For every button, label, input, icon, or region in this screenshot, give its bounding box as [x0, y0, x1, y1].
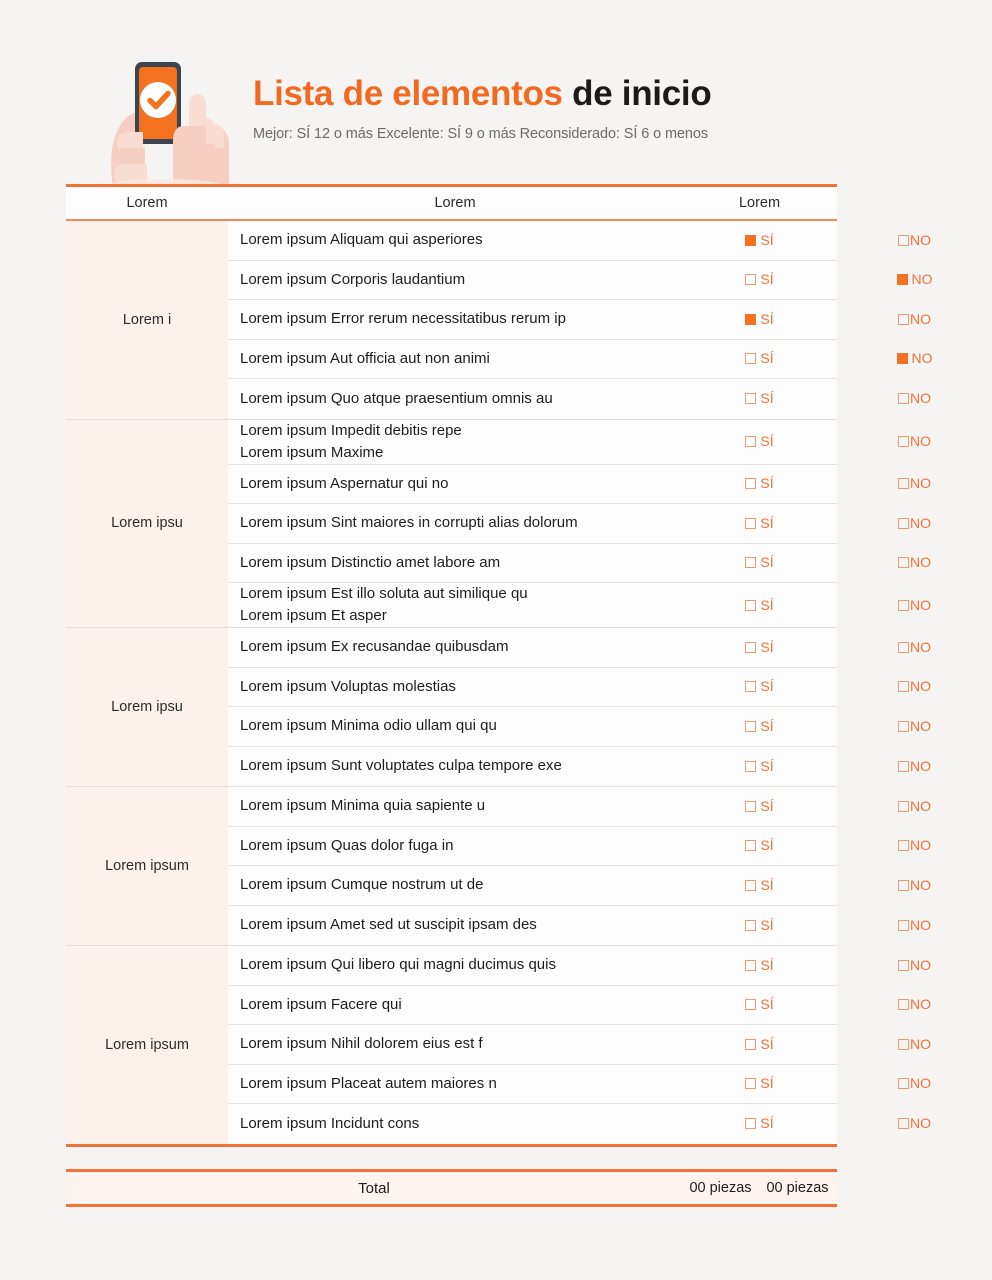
no-checkbox-label: NO: [910, 678, 931, 695]
table-body: [66, 221, 933, 1144]
row-item-label: [228, 676, 682, 698]
yes-cell: [682, 838, 837, 854]
no-checkbox-label: NO: [910, 514, 931, 531]
table-group: [66, 628, 931, 787]
yes-checkbox[interactable]: [745, 718, 773, 734]
no-checkbox[interactable]: [898, 1116, 931, 1132]
no-checkbox[interactable]: [898, 476, 931, 492]
yes-cell: [682, 679, 837, 695]
yes-checkbox[interactable]: [745, 476, 773, 492]
yes-checkbox[interactable]: [745, 351, 773, 367]
yes-checkbox-label: SÍ: [760, 271, 774, 288]
row-item-line1: Lorem ipsum Nihil dolorem eius est f: [240, 1035, 483, 1053]
yes-checkbox-box[interactable]: [745, 436, 756, 447]
no-checkbox-label: NO: [910, 638, 931, 655]
no-checkbox[interactable]: [898, 515, 931, 531]
no-checkbox[interactable]: [898, 434, 931, 450]
yes-checkbox-box[interactable]: [745, 960, 756, 971]
yes-checkbox-box[interactable]: [745, 600, 756, 611]
yes-checkbox-label: SÍ: [760, 797, 774, 814]
group-rows: [228, 221, 933, 419]
total-label: Total: [358, 1179, 390, 1197]
yes-checkbox-box[interactable]: [745, 478, 756, 489]
yes-checkbox[interactable]: [745, 232, 773, 248]
yes-checkbox-box[interactable]: [745, 557, 756, 568]
no-checkbox-box[interactable]: [898, 721, 909, 732]
no-cell: [837, 272, 992, 288]
page-header: [0, 0, 905, 186]
yes-checkbox[interactable]: [745, 639, 773, 655]
yes-checkbox[interactable]: [745, 515, 773, 531]
row-item-line2: Lorem ipsum Maxime: [240, 443, 384, 461]
yes-checkbox-box[interactable]: [745, 314, 756, 325]
table-row: [228, 668, 931, 708]
no-cell: [837, 351, 992, 367]
no-cell: [837, 1116, 992, 1132]
row-item-line1: Lorem ipsum Minima odio ullam qui qu: [240, 717, 497, 735]
yes-checkbox[interactable]: [745, 1036, 773, 1052]
row-item-line1: Lorem ipsum Aut officia aut non animi: [240, 349, 490, 367]
yes-checkbox-box[interactable]: [745, 681, 756, 692]
no-checkbox[interactable]: [898, 391, 931, 407]
no-checkbox-box[interactable]: [898, 478, 909, 489]
no-checkbox[interactable]: [898, 555, 931, 571]
row-item-line1: Lorem ipsum Est illo soluta aut similique qu: [240, 585, 528, 602]
yes-checkbox-box[interactable]: [745, 721, 756, 732]
group-label: Lorem ipsum: [66, 946, 228, 1144]
table-row: [228, 906, 931, 946]
no-checkbox-label: NO: [910, 554, 931, 571]
yes-cell: [682, 391, 837, 407]
table-row: [228, 747, 931, 787]
no-checkbox[interactable]: [898, 311, 931, 327]
row-item-label: [228, 420, 682, 464]
row-item-line1: Lorem ipsum Sunt voluptates culpa tempore exe: [240, 757, 562, 775]
group-rows: [228, 787, 931, 945]
no-checkbox-label: NO: [910, 996, 931, 1013]
row-item-label: [228, 914, 682, 936]
no-checkbox-label: NO: [910, 475, 931, 492]
no-checkbox[interactable]: [898, 597, 931, 613]
row-item-label: [228, 1113, 682, 1135]
no-cell: [837, 391, 992, 407]
row-item-label: [228, 1073, 682, 1095]
row-item-line1: Lorem ipsum Aspernatur qui no: [240, 474, 449, 492]
row-item-line1: Lorem ipsum Minima quia sapiente u: [240, 797, 486, 815]
hand-holding-phone-with-check-icon: [105, 48, 265, 188]
yes-cell: [682, 597, 837, 613]
no-checkbox[interactable]: [898, 232, 931, 248]
no-checkbox[interactable]: [898, 1076, 931, 1092]
row-item-label: [228, 715, 682, 737]
no-checkbox-box[interactable]: [898, 1118, 909, 1129]
no-checkbox-box[interactable]: [898, 801, 909, 812]
table-row: [228, 465, 931, 505]
yes-checkbox-box[interactable]: [745, 1118, 756, 1129]
yes-checkbox-label: SÍ: [760, 1075, 774, 1092]
group-label: Lorem ipsum: [66, 787, 228, 945]
yes-checkbox[interactable]: [745, 597, 773, 613]
table-row: [228, 986, 931, 1026]
no-checkbox-label: NO: [910, 1115, 931, 1132]
yes-checkbox-label: SÍ: [760, 996, 774, 1013]
yes-checkbox-box[interactable]: [745, 999, 756, 1010]
no-cell: [837, 515, 992, 531]
row-item-label: [228, 636, 682, 658]
no-checkbox-box[interactable]: [898, 1078, 909, 1089]
yes-cell: [682, 272, 837, 288]
no-checkbox-box[interactable]: [898, 920, 909, 931]
row-item-line1: Lorem ipsum Amet sed ut suscipit ipsam des: [240, 916, 537, 934]
title-block: [253, 72, 853, 142]
row-item-line1: Lorem ipsum Facere qui: [240, 995, 402, 1013]
no-cell: [837, 232, 992, 248]
no-checkbox-box[interactable]: [897, 274, 908, 285]
yes-checkbox-box[interactable]: [745, 393, 756, 404]
yes-checkbox-label: SÍ: [760, 638, 774, 655]
total-no-value: 00 piezas: [766, 1180, 829, 1196]
no-checkbox-box[interactable]: [898, 880, 909, 891]
yes-cell: [682, 997, 837, 1013]
yes-checkbox[interactable]: [745, 1116, 773, 1132]
no-cell: [837, 597, 992, 613]
yes-checkbox-box[interactable]: [745, 1039, 756, 1050]
yes-checkbox-label: SÍ: [760, 390, 774, 407]
no-checkbox[interactable]: [898, 718, 931, 734]
row-item-label: [228, 308, 682, 330]
yes-checkbox-label: SÍ: [760, 310, 774, 327]
table-row: [228, 420, 931, 465]
no-checkbox-box[interactable]: [898, 436, 909, 447]
no-cell: [837, 838, 992, 854]
yes-checkbox-box[interactable]: [745, 642, 756, 653]
yes-checkbox-label: SÍ: [760, 514, 774, 531]
row-item-line1: Lorem ipsum Qui libero qui magni ducimus quis: [240, 956, 556, 974]
row-item-label: [228, 229, 682, 251]
no-checkbox-label: NO: [910, 876, 931, 893]
yes-checkbox-label: SÍ: [760, 837, 774, 854]
no-checkbox[interactable]: [898, 798, 931, 814]
yes-checkbox-box[interactable]: [745, 840, 756, 851]
table-row: [228, 340, 933, 380]
yes-checkbox[interactable]: [745, 555, 773, 571]
table-row: [228, 866, 931, 906]
checklist-table: [66, 184, 933, 1147]
no-checkbox-label: NO: [911, 350, 933, 367]
table-row: [228, 504, 931, 544]
no-checkbox-box[interactable]: [898, 314, 909, 325]
yes-checkbox[interactable]: [745, 838, 773, 854]
yes-cell: [682, 555, 837, 571]
no-checkbox-label: NO: [910, 797, 931, 814]
group-label: Lorem ipsu: [66, 628, 228, 786]
no-checkbox-label: NO: [910, 757, 931, 774]
yes-cell: [682, 476, 837, 492]
yes-checkbox[interactable]: [745, 272, 773, 288]
row-item-label: [228, 583, 682, 627]
yes-checkbox-box[interactable]: [745, 920, 756, 931]
column-header-answer: Lorem: [738, 195, 781, 211]
table-group: [66, 787, 931, 946]
table-header-row: [66, 187, 837, 219]
yes-checkbox[interactable]: [745, 1076, 773, 1092]
yes-checkbox-label: SÍ: [760, 1115, 774, 1132]
row-item-line1: Lorem ipsum Impedit debitis repe: [240, 421, 462, 439]
yes-cell: [682, 311, 837, 327]
yes-checkbox-label: SÍ: [760, 956, 774, 973]
row-item-label: [228, 552, 682, 574]
no-checkbox-label: NO: [910, 433, 931, 449]
no-checkbox-box[interactable]: [898, 393, 909, 404]
row-item-label: [228, 348, 682, 370]
no-cell: [837, 917, 992, 933]
table-row: [228, 827, 931, 867]
yes-checkbox-label: SÍ: [760, 916, 774, 933]
column-header-item: Lorem: [434, 195, 476, 211]
no-checkbox-box[interactable]: [898, 1039, 909, 1050]
no-checkbox-label: NO: [910, 916, 931, 933]
yes-checkbox-label: SÍ: [760, 554, 774, 571]
yes-checkbox-label: SÍ: [760, 433, 774, 449]
yes-checkbox[interactable]: [745, 758, 773, 774]
yes-cell: [682, 798, 837, 814]
yes-checkbox-box[interactable]: [745, 761, 756, 772]
no-cell: [837, 1076, 992, 1092]
table-row: [228, 787, 931, 827]
table-group: [66, 946, 931, 1144]
no-checkbox[interactable]: [898, 917, 931, 933]
row-item-label: [228, 835, 682, 857]
no-checkbox-label: NO: [910, 1075, 931, 1092]
total-bottom-rule: [66, 1204, 837, 1207]
no-cell: [837, 555, 992, 571]
yes-checkbox-box[interactable]: [745, 1078, 756, 1089]
no-cell: [837, 957, 992, 973]
no-cell: [837, 798, 992, 814]
row-item-line1: Lorem ipsum Corporis laudantium: [240, 270, 466, 288]
yes-checkbox[interactable]: [745, 997, 773, 1013]
yes-checkbox-label: SÍ: [760, 678, 774, 695]
table-row: [228, 379, 931, 419]
total-yes-value: 00 piezas: [689, 1180, 752, 1196]
row-item-line1: Lorem ipsum Ex recusandae quibusdam: [240, 638, 509, 656]
yes-checkbox-box[interactable]: [745, 274, 756, 285]
no-checkbox-box[interactable]: [898, 642, 909, 653]
table-row: [228, 707, 931, 747]
row-item-label: [228, 269, 682, 291]
table-row: [228, 1065, 931, 1105]
yes-cell: [682, 1076, 837, 1092]
total-row: [66, 1172, 837, 1204]
no-checkbox-box[interactable]: [898, 681, 909, 692]
yes-cell: [682, 1116, 837, 1132]
yes-checkbox-box[interactable]: [745, 235, 756, 246]
yes-cell: [682, 639, 837, 655]
no-checkbox-box[interactable]: [898, 600, 909, 611]
total-section: [66, 1164, 837, 1207]
page-subtitle: Mejor: SÍ 12 o más Excelente: SÍ 9 o más Reconsiderado: SÍ 6 o menos: [253, 126, 709, 142]
no-checkbox-label: NO: [910, 310, 931, 327]
no-checkbox-label: NO: [910, 596, 931, 613]
no-checkbox-box[interactable]: [898, 557, 909, 568]
table-row: [228, 1104, 931, 1144]
row-item-label: [228, 473, 682, 495]
group-label: Lorem i: [66, 221, 228, 419]
yes-checkbox-box[interactable]: [745, 353, 756, 364]
table-row: [228, 261, 933, 301]
no-cell: [837, 1036, 992, 1052]
no-checkbox-box[interactable]: [898, 235, 909, 246]
yes-cell: [682, 877, 837, 893]
no-checkbox-box[interactable]: [898, 999, 909, 1010]
group-rows: [228, 420, 931, 628]
no-cell: [837, 758, 992, 774]
no-cell: [837, 718, 992, 734]
yes-checkbox-label: SÍ: [760, 231, 774, 248]
yes-cell: [682, 1036, 837, 1052]
row-item-label: [228, 512, 682, 534]
row-item-label: [228, 1033, 682, 1055]
yes-checkbox[interactable]: [745, 957, 773, 973]
no-cell: [837, 639, 992, 655]
yes-cell: [682, 917, 837, 933]
no-checkbox[interactable]: [898, 877, 931, 893]
row-item-label: [228, 954, 682, 976]
row-item-label: [228, 874, 682, 896]
no-cell: [837, 311, 992, 327]
table-row: [228, 544, 931, 584]
yes-checkbox-label: SÍ: [760, 350, 774, 367]
table-bottom-rule: [66, 1144, 837, 1147]
no-checkbox[interactable]: [898, 639, 931, 655]
yes-checkbox[interactable]: [745, 877, 773, 893]
row-item-line1: Lorem ipsum Quo atque praesentium omnis au: [240, 389, 553, 407]
no-checkbox[interactable]: [898, 957, 931, 973]
table-row: [228, 946, 931, 986]
yes-checkbox[interactable]: [745, 434, 773, 450]
no-checkbox-label: NO: [910, 1035, 931, 1052]
no-cell: [837, 877, 992, 893]
row-item-line1: Lorem ipsum Voluptas molestias: [240, 677, 456, 695]
no-checkbox[interactable]: [898, 838, 931, 854]
no-cell: [837, 679, 992, 695]
group-rows: [228, 628, 931, 786]
no-cell: [837, 997, 992, 1013]
row-item-line1: Lorem ipsum Distinctio amet labore am: [240, 553, 501, 571]
table-group: [66, 221, 933, 420]
yes-cell: [682, 351, 837, 367]
no-checkbox-label: NO: [910, 956, 931, 973]
table-group: [66, 420, 931, 629]
row-item-line1: Lorem ipsum Placeat autem maiores n: [240, 1074, 497, 1092]
group-rows: [228, 946, 931, 1144]
yes-checkbox-label: SÍ: [760, 757, 774, 774]
no-checkbox[interactable]: [898, 1036, 931, 1052]
yes-checkbox[interactable]: [745, 679, 773, 695]
no-checkbox-label: NO: [910, 717, 931, 734]
table-row: [228, 300, 931, 340]
no-checkbox-box[interactable]: [898, 960, 909, 971]
no-checkbox-label: NO: [910, 390, 931, 407]
row-item-label: [228, 755, 682, 777]
yes-checkbox-label: SÍ: [760, 717, 774, 734]
yes-cell: [682, 957, 837, 973]
row-item-label: [228, 795, 682, 817]
table-row: [228, 1025, 931, 1065]
no-checkbox-label: NO: [910, 837, 931, 854]
row-item-line1: Lorem ipsum Aliquam qui asperiores: [240, 231, 483, 249]
yes-cell: [682, 434, 837, 450]
row-item-label: [228, 994, 682, 1016]
yes-checkbox-box[interactable]: [745, 801, 756, 812]
no-checkbox-box[interactable]: [898, 518, 909, 529]
yes-cell: [682, 758, 837, 774]
no-checkbox[interactable]: [897, 272, 933, 288]
yes-cell: [682, 718, 837, 734]
yes-cell: [682, 515, 837, 531]
yes-checkbox-box[interactable]: [745, 518, 756, 529]
yes-checkbox-box[interactable]: [745, 880, 756, 891]
no-checkbox-box[interactable]: [897, 353, 908, 364]
row-item-label: [228, 388, 682, 410]
page-title: [253, 72, 853, 116]
yes-checkbox-label: SÍ: [760, 475, 774, 492]
no-checkbox[interactable]: [898, 758, 931, 774]
page-title-accent: Lista de elementos: [253, 74, 563, 113]
yes-checkbox-label: SÍ: [760, 876, 774, 893]
table-row: [228, 583, 931, 627]
yes-checkbox[interactable]: [745, 917, 773, 933]
no-checkbox[interactable]: [898, 679, 931, 695]
no-checkbox-box[interactable]: [898, 761, 909, 772]
no-checkbox[interactable]: [898, 997, 931, 1013]
yes-checkbox[interactable]: [745, 311, 773, 327]
no-checkbox-box[interactable]: [898, 840, 909, 851]
table-row: [228, 628, 931, 668]
yes-checkbox[interactable]: [745, 391, 773, 407]
yes-checkbox-label: SÍ: [760, 1035, 774, 1052]
row-item-line1: Lorem ipsum Sint maiores in corrupti alias dolorum: [240, 514, 578, 532]
column-header-group: Lorem: [126, 195, 168, 211]
group-label: Lorem ipsu: [66, 420, 228, 628]
row-item-line1: Lorem ipsum Error rerum necessitatibus rerum ip: [240, 310, 566, 328]
row-item-line1: Lorem ipsum Incidunt cons: [240, 1114, 420, 1132]
row-item-line2: Lorem ipsum Et asper: [240, 607, 387, 624]
table-row: [228, 221, 931, 261]
yes-cell: [682, 232, 837, 248]
yes-checkbox[interactable]: [745, 798, 773, 814]
no-checkbox-label: NO: [910, 231, 931, 248]
page-title-rest: de inicio: [562, 74, 712, 113]
yes-checkbox-label: SÍ: [760, 596, 774, 613]
no-cell: [837, 476, 992, 492]
row-item-line1: Lorem ipsum Cumque nostrum ut de: [240, 876, 484, 894]
no-checkbox[interactable]: [897, 351, 933, 367]
no-checkbox-label: NO: [911, 271, 933, 288]
no-cell: [837, 434, 992, 450]
row-item-line1: Lorem ipsum Quas dolor fuga in: [240, 836, 454, 854]
